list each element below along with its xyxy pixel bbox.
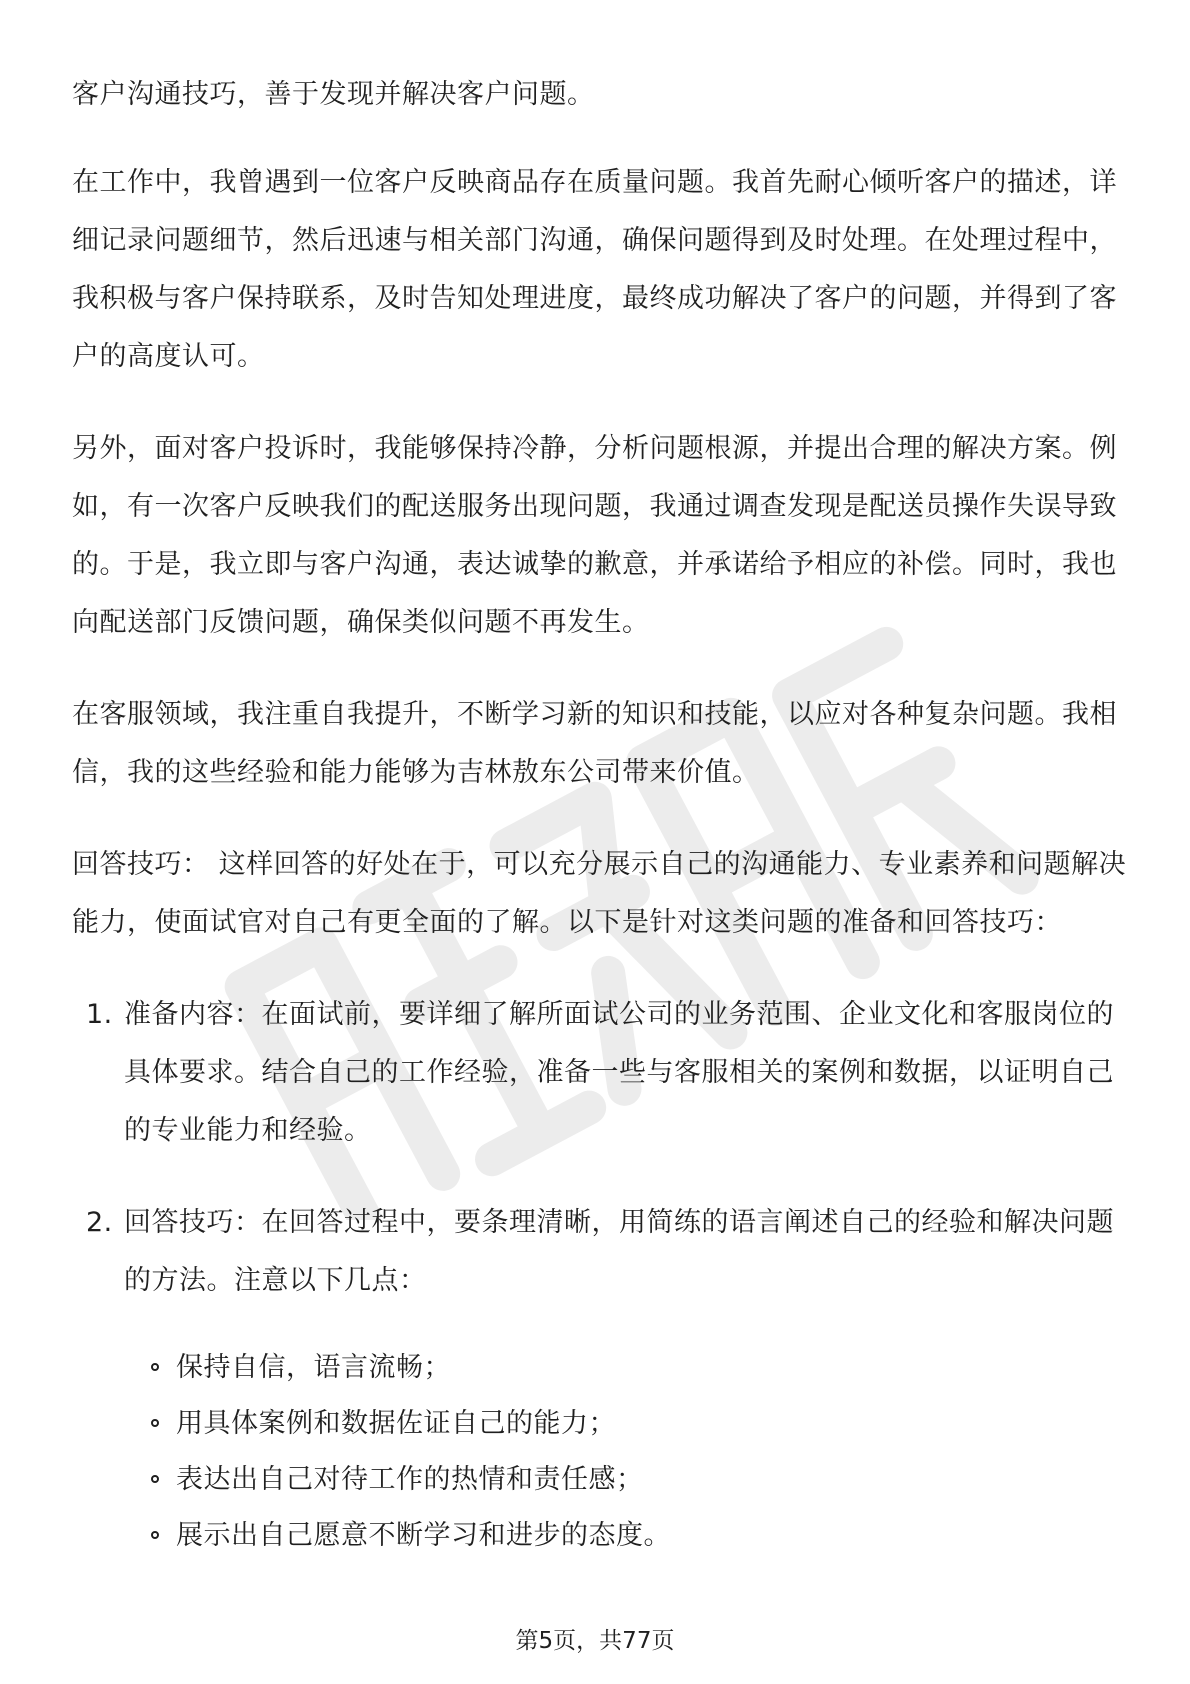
hollow-bullet-icon — [151, 1475, 159, 1483]
tips-ordered-list — [72, 986, 1132, 1564]
page-number-footer: 第5页，共77页 — [515, 1628, 675, 1654]
list-item-number: 1. — [86, 999, 113, 1030]
list-item — [72, 986, 1132, 1160]
paragraph-answer-tips: 回答技巧： 这样回答的好处在于，可以充分展示自己的沟通能力、专业素养和问题解决能力，使面试官对自己有更全面的了解。以下是针对这类问题的准备和回答技巧： — [72, 849, 1127, 938]
bullet-text: 保持自信，语言流畅； — [176, 1352, 451, 1383]
list-item-text: 准备内容：在面试前，要详细了解所面试公司的业务范围、企业文化和客服岗位的具体要求。结合自己的工作经验，准备一些与客服相关的案例和数据，以证明自己的专业能力和经验。 — [124, 999, 1114, 1146]
list-item-text: 回答技巧：在回答过程中，要条理清晰，用简练的语言阐述自己的经验和解决问题的方法。注意以下几点： — [124, 1207, 1114, 1296]
hollow-bullet-icon — [151, 1419, 159, 1427]
bullet-text: 用具体案例和数据佐证自己的能力； — [176, 1408, 616, 1439]
list-item — [72, 1194, 1132, 1564]
bullet-item — [72, 1508, 1132, 1564]
paragraph-quality-issue: 在工作中，我曾遇到一位客户反映商品存在质量问题。我首先耐心倾听客户的描述，详细记录问题细节，然后迅速与相关部门沟通，确保问题得到及时处理。在处理过程中，我积极与客户保持联系，及时告知处理进度，最终成功解决了客户的问题，并得到了客户的高度认可。 — [72, 167, 1117, 372]
bullet-item — [72, 1340, 1132, 1396]
paragraph-intro-tail: 客户沟通技巧，善于发现并解决客户问题。 — [72, 79, 595, 110]
hollow-bullet-icon — [151, 1363, 159, 1371]
bullet-item — [72, 1396, 1132, 1452]
bullet-text: 展示出自己愿意不断学习和进步的态度。 — [176, 1520, 671, 1551]
document-body — [72, 66, 1132, 1598]
hollow-bullet-icon — [151, 1531, 159, 1539]
paragraph-complaint-handling: 另外，面对客户投诉时，我能够保持冷静，分析问题根源，并提出合理的解决方案。例如，有一次客户反映我们的配送服务出现问题，我通过调查发现是配送员操作失误导致的。于是，我立即与客户沟通，表达诚挚的歉意，并承诺给予相应的补偿。同时，我也向配送部门反馈问题，确保类似问题不再发生。 — [72, 433, 1117, 638]
list-item-number: 2. — [86, 1207, 113, 1238]
tips-bullet-list — [72, 1340, 1132, 1564]
bullet-item — [72, 1452, 1132, 1508]
bullet-text: 表达出自己对待工作的热情和责任感； — [176, 1464, 644, 1495]
paragraph-self-improvement: 在客服领域，我注重自我提升，不断学习新的知识和技能，以应对各种复杂问题。我相信，我的这些经验和能力能够为吉林敖东公司带来价值。 — [72, 699, 1117, 788]
